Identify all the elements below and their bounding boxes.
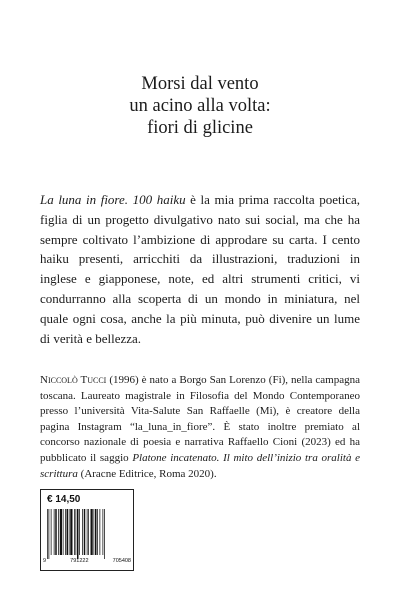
book-description bbox=[40, 190, 360, 348]
barcode-icon bbox=[45, 509, 129, 559]
isbn-group-1: 791222 bbox=[70, 558, 89, 564]
isbn-prefix: 9 bbox=[43, 558, 47, 564]
book-description-text: è la mia prima raccolta poetica, figlia di un progetto divulgativo nato sui social, ma che ha sempre coltivato l’ambizione di approdare su carta. I cento haiku presenti, arricchiti da illustrazioni, traduzioni in inglese e giapponese, note, ed altri strumenti critici, vi condurranno alla scoperta di un mondo in miniatura, nel quale ogni cosa, anche la più minuta, può divenire un lume di verità e bellezza. bbox=[40, 192, 360, 346]
haiku-line-3: fiori di glicine bbox=[147, 118, 253, 138]
essay-title: Platone incatenato. Il mito dell’inizio tra oralità e scrittura bbox=[40, 451, 361, 480]
price-label: € 14,50 bbox=[47, 494, 81, 505]
author-bio-text-2: (Aracne Editrice, Roma 2020). bbox=[77, 467, 217, 480]
isbn-group-2: 705408 bbox=[112, 558, 131, 564]
haiku-line-2: un acino alla volta: bbox=[129, 96, 271, 116]
isbn-number bbox=[43, 558, 131, 564]
author-bio-text-1: (1996) è nato a Borgo San Lorenzo (Fi), nella campagna toscana. Laureato magistrale in Filosofia del Mondo Contemporaneo presso l’università Vita-Salute San Raffaelle (Mi), è creatore della pagina Instagram “la_luna_in_fiore”. È stato inoltre premiato al concorso nazionale di poesia e narrativa Raffaello Cioni (2023) ed ha pubblicato il saggio bbox=[40, 374, 360, 464]
haiku-poem bbox=[0, 73, 400, 139]
author-bio bbox=[40, 373, 360, 482]
book-title: La luna in fiore. 100 haiku bbox=[40, 192, 186, 207]
barcode-box bbox=[40, 489, 134, 571]
author-name: Niccolò Tucci bbox=[40, 374, 107, 386]
haiku-line-1: Morsi dal vento bbox=[141, 74, 259, 94]
